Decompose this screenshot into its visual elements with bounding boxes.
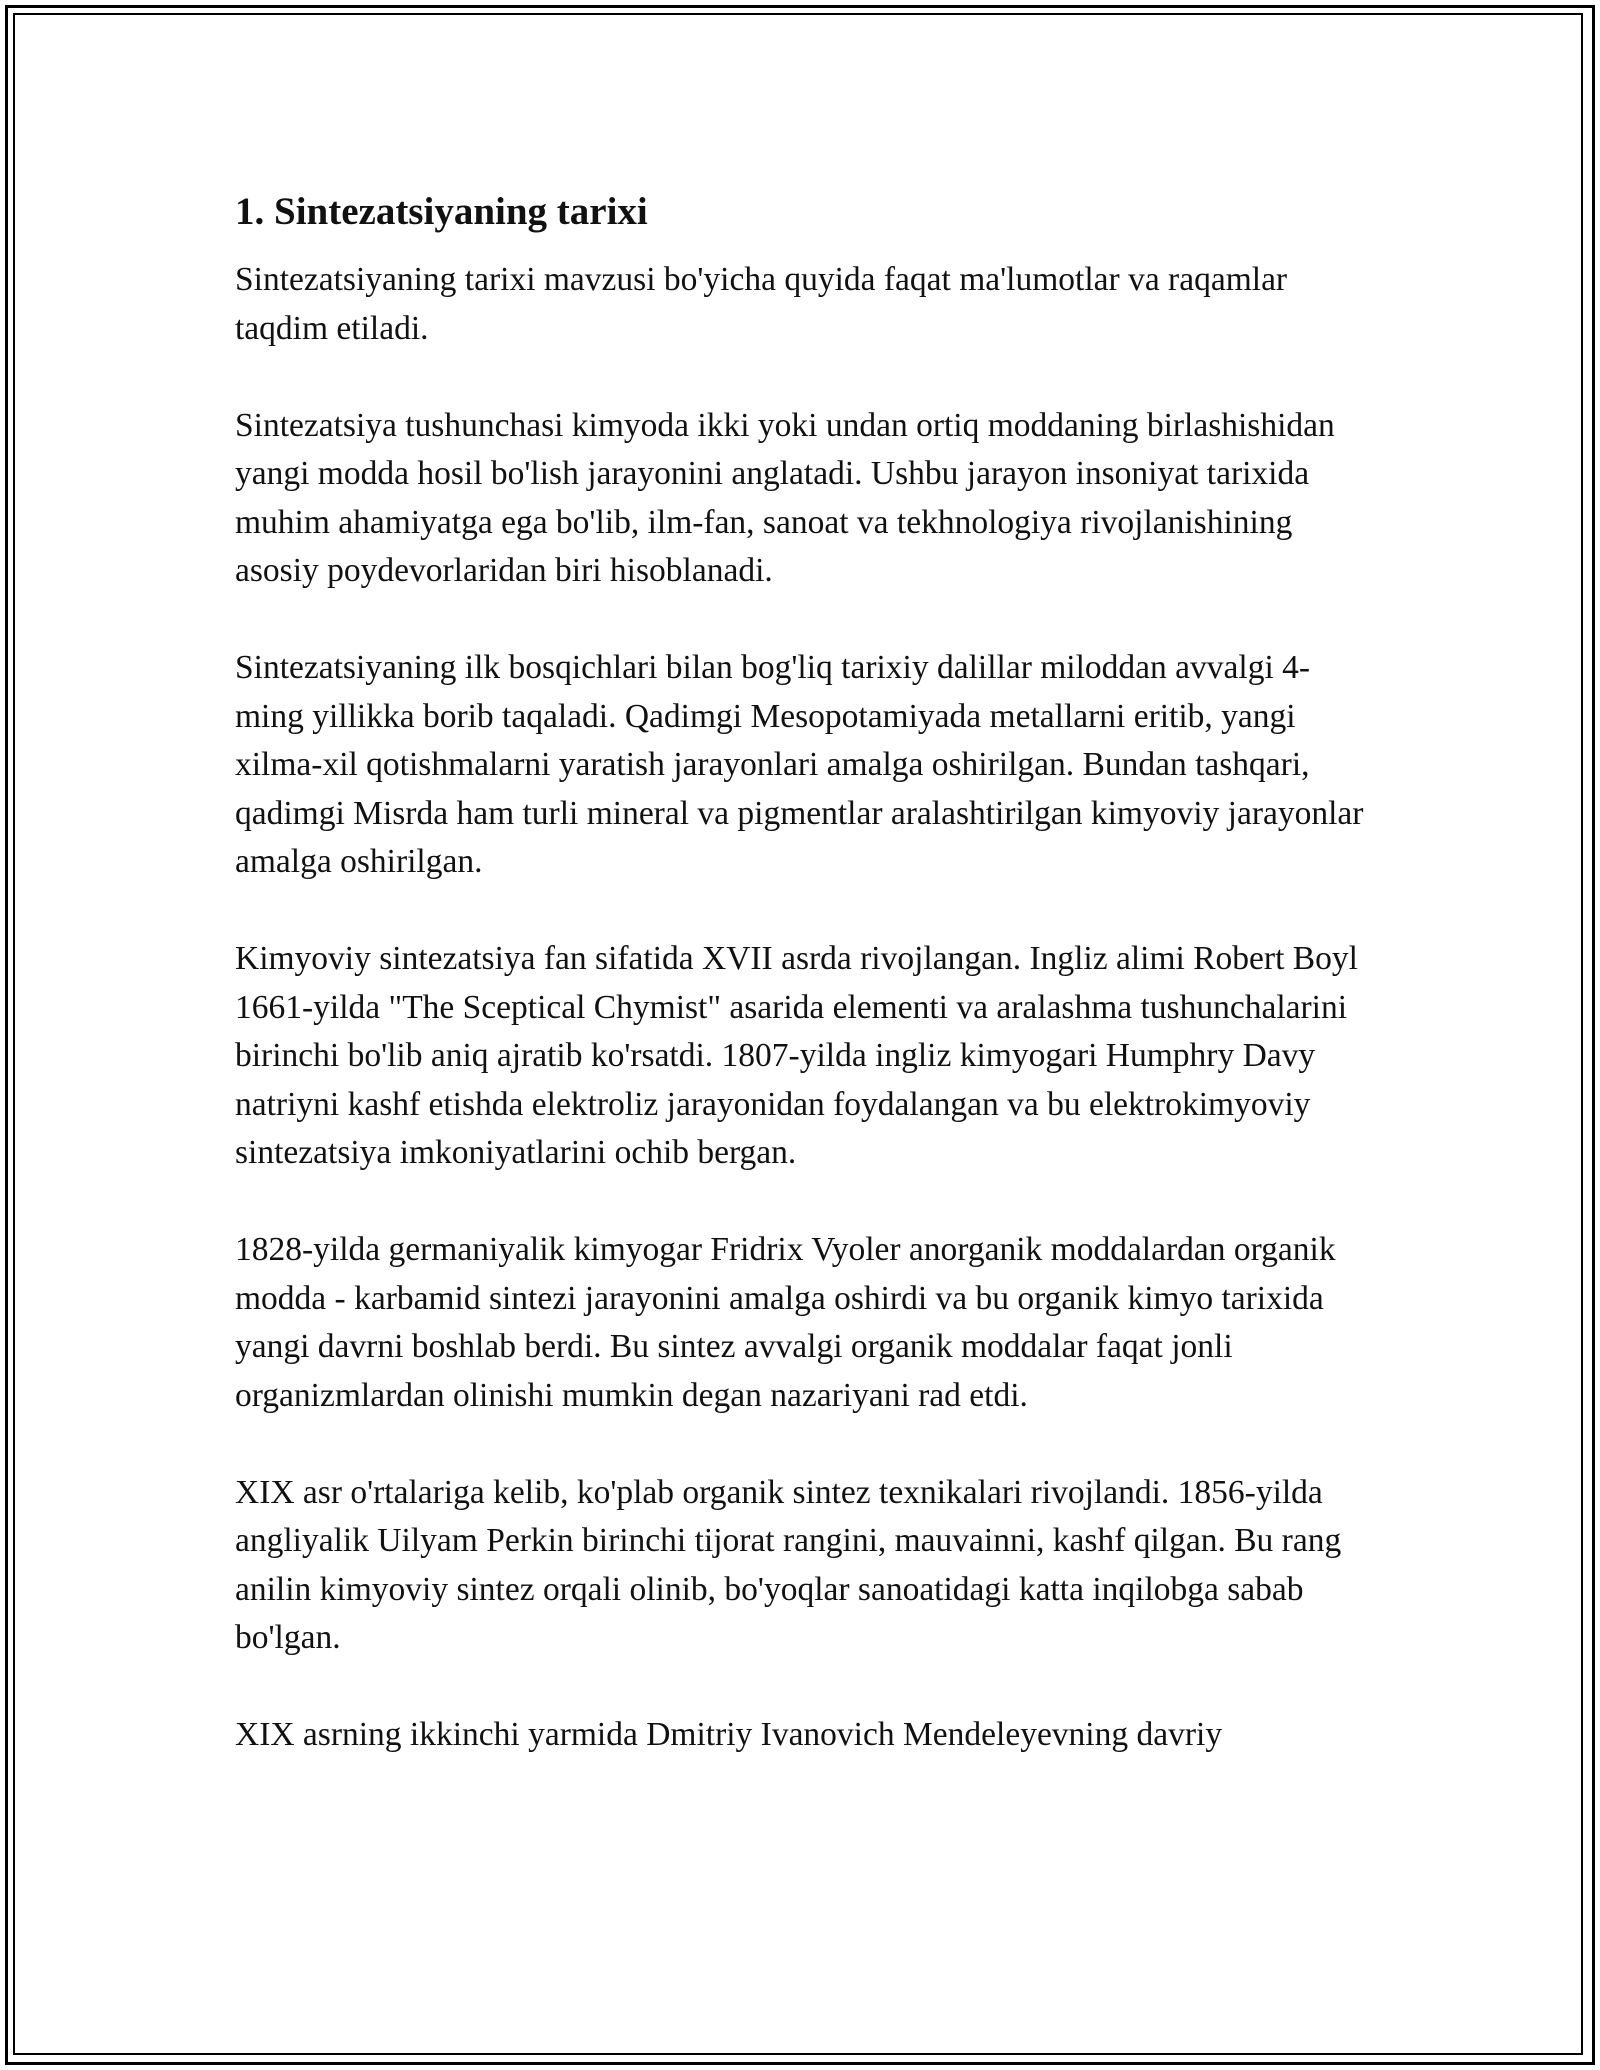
paragraph-17th-century: Kimyoviy sintezatsiya fan sifatida XVII asrda rivojlangan. Ingliz alimi Robert Boyl 1661-yilda "The Sceptical Chymist" asarida elementi va aralashma tushunchalarini birinchi bo'lib aniq ajratib ko'rsatdi. 1807-yilda ingliz kimyogari Humphry Davy natriyni kashf etishda elektroliz jarayonidan foydalangan va bu elektrokimyoviy sintezatsiya imkoniyatlarini ochib bergan. [235,940,1358,1171]
paragraph-wohler: 1828-yilda germaniyalik kimyogar Fridrix Vyoler anorganik moddalardan organik modda - karbamid sintezi jarayonini amalga oshirdi va bu organik kimyo tarixida yangi davrni boshlab berdi. Bu sintez avvalgi organik moddalar faqat jonli organizmlardan olinishi mumkin degan nazariyani rad etdi. [235,1231,1336,1414]
paragraph-mendeleev: XIX asrning ikkinchi yarmida Dmitriy Ivanovich Mendeleyevning davriy [235,1716,1223,1753]
section-heading: 1. Sintezatsiyaning tarixi [235,190,648,233]
document-body [235,188,1365,1808]
paragraph-early-history: Sintezatsiyaning ilk bosqichlari bilan bog'liq tarixiy dalillar miloddan avvalgi 4-ming yillikka borib taqaladi. Qadimgi Mesopotamiyada metallarni eritib, yangi xilma-xil qotishmalarni yaratish jarayonlari amalga oshirilgan. Bundan tashqari, qadimgi Misrda ham turli mineral va pigmentlar aralashtirilgan kimyoviy jarayonlar amalga oshirilgan. [235,649,1364,880]
paragraph-perkin: XIX asr o'rtalariga kelib, ko'plab organik sintez texnikalari rivojlandi. 1856-yilda angliyalik Uilyam Perkin birinchi tijorat rangini, mauvainni, kashf qilgan. Bu rang anilin kimyoviy sintez orqali olinib, bo'yoqlar sanoatidagi katta inqilobga sabab bo'lgan. [235,1473,1342,1656]
paragraph-intro: Sintezatsiyaning tarixi mavzusi bo'yicha quyida faqat ma'lumotlar va raqamlar taqdim etiladi. [235,261,1288,347]
paragraph-definition: Sintezatsiya tushunchasi kimyoda ikki yoki undan ortiq moddaning birlashishidan yangi modda hosil bo'lish jarayonini anglatadi. Ushbu jarayon insoniyat tarixida muhim ahamiyatga ega bo'lib, ilm-fan, sanoat va tekhnologiya rivojlanishining asosiy poydevorlaridan biri hisoblanadi. [235,406,1335,589]
